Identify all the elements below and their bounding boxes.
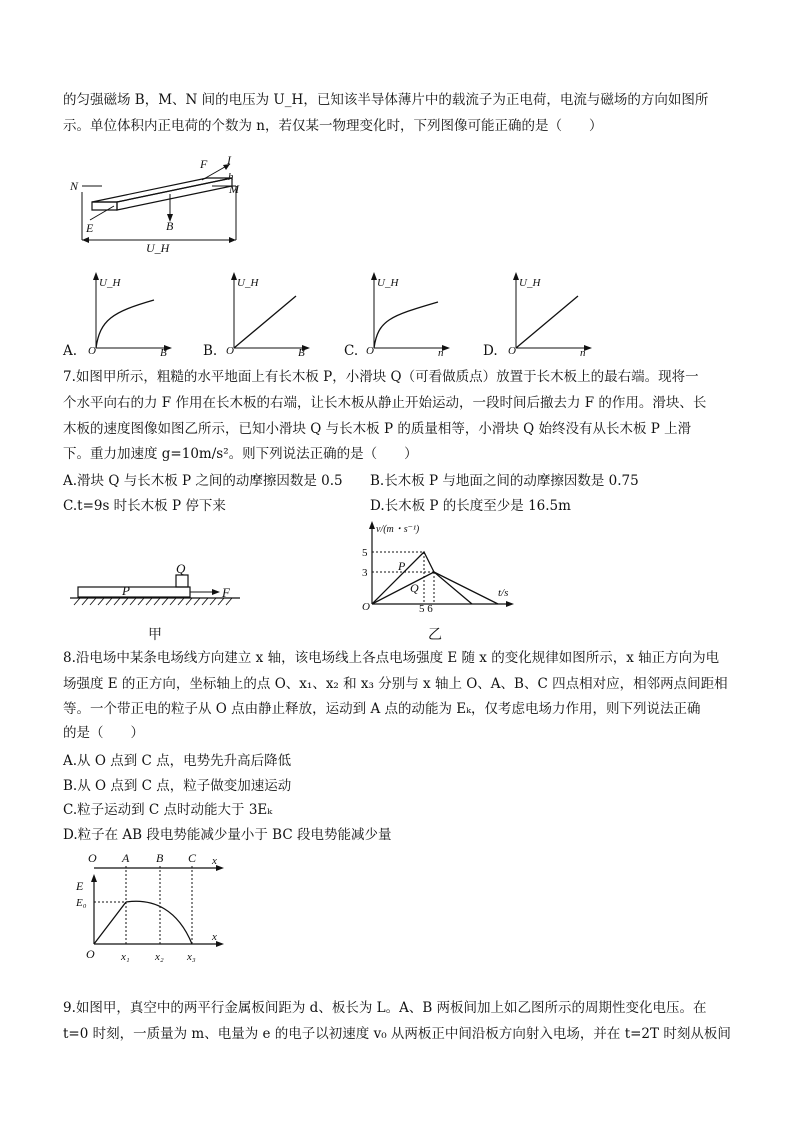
label-I: I [227,153,231,167]
q8-text-line-3: 等。一个带正电的粒子从 O 点由静止释放，运动到 A 点的动能为 Eₖ，仅考虑电场力作用，则下列说法正确 [63,701,701,717]
q6-graph-b [222,270,312,358]
yi-origin: O [362,601,370,613]
graph-a-ylabel: U_H [99,277,121,289]
graph-b-origin: O [226,345,234,357]
q6-graph-a [84,270,174,358]
q8-option-c: C.粒子运动到 C 点时动能大于 3Eₖ [63,802,273,818]
plate-side [117,178,232,210]
q7-option-b: B.长木板 P 与地面之间的动摩擦因数是 0.75 [370,473,639,489]
block-Q [176,575,188,587]
bottom-O: O [86,947,95,961]
bottom-x1: x₁ [121,951,130,963]
caption-yi: 乙 [428,627,442,643]
label-M: M [229,182,239,196]
q8-figure [74,848,230,970]
label-E: E [76,879,84,893]
q8-option-d: D.粒子在 AB 段电势能减少量小于 BC 段电势能减少量 [63,827,392,843]
graph-b-xlabel: B [298,347,305,359]
q7-text-line-3: 木板的速度图像如图乙所示，已知小滑块 Q 与长木板 P 的质量相等，小滑块 Q 始终没有从长木板 P 上滑 [63,421,692,437]
q8-text-line-4: 的是（ ） [63,725,144,741]
e-line [90,206,114,220]
label-E: E [86,221,94,235]
graph-a-xlabel: B [160,347,167,359]
q6-text-line-1: 的匀强磁场 B，M、N 间的电压为 U_H，已知该半导体薄片中的载流子为正电荷，电流与磁场的方向如图所 [63,92,709,108]
label-P: P [122,583,130,598]
q6-option-b-label: B. [203,343,218,359]
graph-c-origin: O [366,345,374,357]
graph-c-xlabel: n [438,347,444,359]
label-h: h [228,171,234,183]
graph-b-ylabel: U_H [237,277,259,289]
graph-d-ylabel: U_H [519,277,541,289]
bottom-x3: x₃ [187,951,196,963]
q6-graph-c [362,270,452,358]
q7-text-line-2: 个水平向右的力 F 作用在长木板的右端，让长木板从静止开始运动，一段时间后撤去力 F 的作用。滑块、长 [63,395,707,411]
q7-text-line-4: 下。重力加速度 g=10m/s²。则下列说法正确的是（ ） [63,446,418,462]
q6-option-d-label: D. [483,343,498,359]
q7-option-a: A.滑块 Q 与长木板 P 之间的动摩擦因数是 0.5 [63,473,343,489]
yi-x56: 5 6 [419,603,433,615]
q7-option-d: D.长木板 P 的长度至少是 16.5m [370,498,571,514]
caption-jia: 甲 [148,627,162,643]
q6-option-c-label: C. [344,343,359,359]
q6-graph-d [504,270,594,358]
q7-figure-jia [68,561,248,613]
label-F: F [222,585,230,600]
graph-a-curve [96,300,154,348]
top-x: x [212,855,217,867]
label-F: F [200,157,208,171]
label-Q: Q [176,561,186,576]
q8-text-line-1: 8.沿电场中某条电场线方向建立 x 轴，该电场线上各点电场强度 E 随 x 的变化规律如图所示，x 轴正方向为电 [63,650,720,666]
q8-option-b: B.从 O 点到 C 点，粒子做变加速运动 [63,778,292,794]
yi-ylabel: v/(m・s⁻¹) [376,524,420,535]
q8-option-a: A.从 O 点到 C 点，电势先升高后降低 [63,753,292,769]
yi-xlabel: t/s [498,587,509,599]
curve-Q [372,572,498,604]
field-rise [94,902,126,944]
label-N: N [70,179,79,193]
hall-effect-figure [62,152,252,254]
q7-text-line-1: 7.如图甲所示，粗糙的水平地面上有长木板 P，小滑块 Q（可看做质点）放置于长木板上的最右端。现将一 [63,369,699,385]
top-A: A [122,851,130,865]
graph-c-curve [374,302,438,348]
bottom-x2: x₂ [155,951,164,963]
bottom-x: x [212,931,217,943]
yi-y3: 3 [362,567,368,579]
q7-figure-yi [358,520,518,615]
top-O: O [88,851,97,865]
q7-option-c: C.t=9s 时长木板 P 停下来 [63,498,226,514]
label-E0: E₀ [76,897,87,909]
graph-d-origin: O [508,345,516,357]
top-B: B [156,851,164,865]
yi-label-P: P [398,559,406,573]
label-B: B [166,219,174,233]
q9-text-line-2: t=0 时刻，一质量为 m、电量为 e 的电子以初速度 v₀ 从两板正中间沿板方向射入电场，并在 t=2T 时刻从板间 [63,1026,731,1042]
field-curve [126,901,192,944]
q6-text-line-2: 示。单位体积内正电荷的个数为 n，若仅某一物理变化时，下列图像可能正确的是（ ） [63,118,603,134]
board-P [78,587,190,597]
label-UH: U_H [146,241,170,255]
graph-a-origin: O [88,345,96,357]
graph-d-xlabel: n [580,347,586,359]
yi-y5: 5 [362,547,368,559]
q8-text-line-2: 场强度 E 的正方向，坐标轴上的点 O、x₁、x₂ 和 x₃ 分别与 x 轴上 O、A、B、C 四点相对应，相邻两点间距相 [63,676,728,692]
q9-text-line-1: 9.如图甲，真空中的两平行金属板间距为 d、板长为 L。A、B 两板间加上如乙图所示的周期性变化电压。在 [63,1000,707,1016]
graph-b-line [234,296,296,348]
q6-option-a-label: A. [63,343,78,359]
yi-label-Q: Q [410,581,419,595]
graph-c-ylabel: U_H [377,277,399,289]
top-C: C [188,851,197,865]
graph-d-line [516,296,578,348]
ground-hatch [74,598,232,605]
